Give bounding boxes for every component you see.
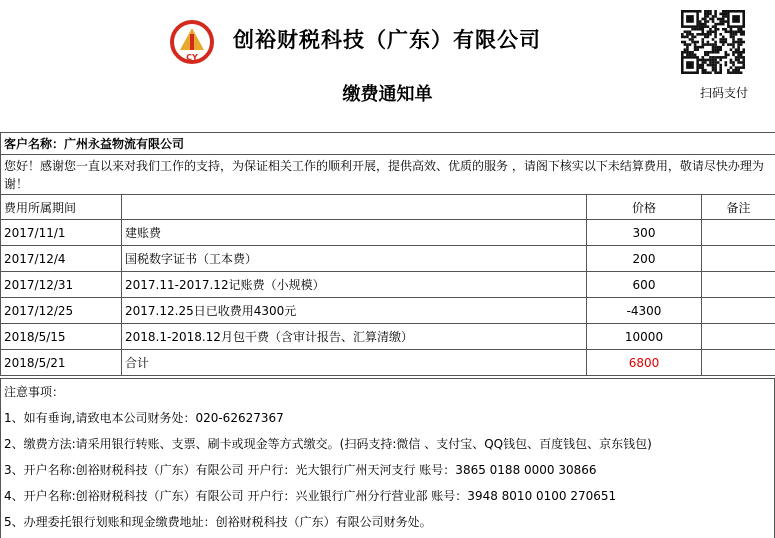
- total-amount: 6800: [587, 350, 702, 376]
- header-period: 费用所属期间: [1, 195, 122, 220]
- row-price: 200: [587, 246, 702, 272]
- customer-name: 客户名称：广州永益物流有限公司: [1, 133, 775, 155]
- row-price: 600: [587, 272, 702, 298]
- row-item: 建账费: [122, 220, 587, 246]
- note-item: 5、办理委托银行划账和现金缴费地址：创裕财税科技（广东）有限公司财务处。: [1, 509, 774, 535]
- header-note: 备注: [702, 195, 775, 220]
- note-item: 3、开户名称:创裕财税科技（广东）有限公司 开户行：光大银行广州天河支行 账号：3865 0188 0000 30866: [1, 457, 774, 483]
- note-item: 4、开户名称:创裕财税科技（广东）有限公司 开户行：兴业银行广州分行营业部 账号：3948 8010 0100 270651: [1, 483, 774, 509]
- row-item: 国税数字证书（工本费）: [122, 246, 587, 272]
- row-period: 2018/5/15: [1, 324, 122, 350]
- row-period: 2017/11/1: [1, 220, 122, 246]
- row-price: -4300: [587, 298, 702, 324]
- row-period: 2017/12/25: [1, 298, 122, 324]
- table-row: [1, 324, 775, 350]
- header-item: [122, 195, 587, 220]
- logo-text: CY: [186, 53, 198, 62]
- row-period: 2017/12/31: [1, 272, 122, 298]
- row-note: [702, 246, 775, 272]
- table-row: [1, 298, 775, 324]
- row-item: 2017.12.25日已收费用4300元: [122, 298, 587, 324]
- table-row: [1, 220, 775, 246]
- notes-title: 注意事项：: [1, 379, 774, 405]
- row-period: 2017/12/4: [1, 246, 122, 272]
- company-logo: [170, 20, 214, 64]
- row-price: 300: [587, 220, 702, 246]
- row-period: 2018/5/21: [1, 350, 122, 376]
- row-note: [702, 298, 775, 324]
- fee-table: [0, 132, 775, 376]
- row-note: [702, 272, 775, 298]
- note-item: 1、如有垂询,请致电本公司财务处：020-62627367: [1, 405, 774, 431]
- greeting-text: 您好！感谢您一直以来对我们工作的支持，为保证相关工作的顺利开展，提供高效、优质的服务 ，请阁下核实以下未结算费用，敬请尽快办理为谢！: [1, 155, 775, 195]
- notes-section: [0, 378, 775, 538]
- table-row: [1, 246, 775, 272]
- header-price: 价格: [587, 195, 702, 220]
- row-note: [702, 220, 775, 246]
- qr-caption: 扫码支付: [700, 84, 748, 101]
- payment-qr-code[interactable]: [681, 10, 745, 74]
- document-title: 缴费通知单: [0, 80, 775, 106]
- note-item: 2、缴费方法:请采用银行转账、支票、刷卡或现金等方式缴交。(扫码支持:微信 、支付宝、QQ钱包、百度钱包、京东钱包): [1, 431, 774, 457]
- row-item: 2017.11-2017.12记账费（小规模）: [122, 272, 587, 298]
- row-note: [702, 350, 775, 376]
- total-row: [1, 350, 775, 376]
- table-header-row: [1, 195, 775, 220]
- row-price: 10000: [587, 324, 702, 350]
- row-item: 2018.1-2018.12月包干费（含审计报告、汇算清缴）: [122, 324, 587, 350]
- row-note: [702, 324, 775, 350]
- company-name: 创裕财税科技（广东）有限公司: [233, 24, 541, 54]
- table-row: [1, 272, 775, 298]
- total-label: 合计: [122, 350, 587, 376]
